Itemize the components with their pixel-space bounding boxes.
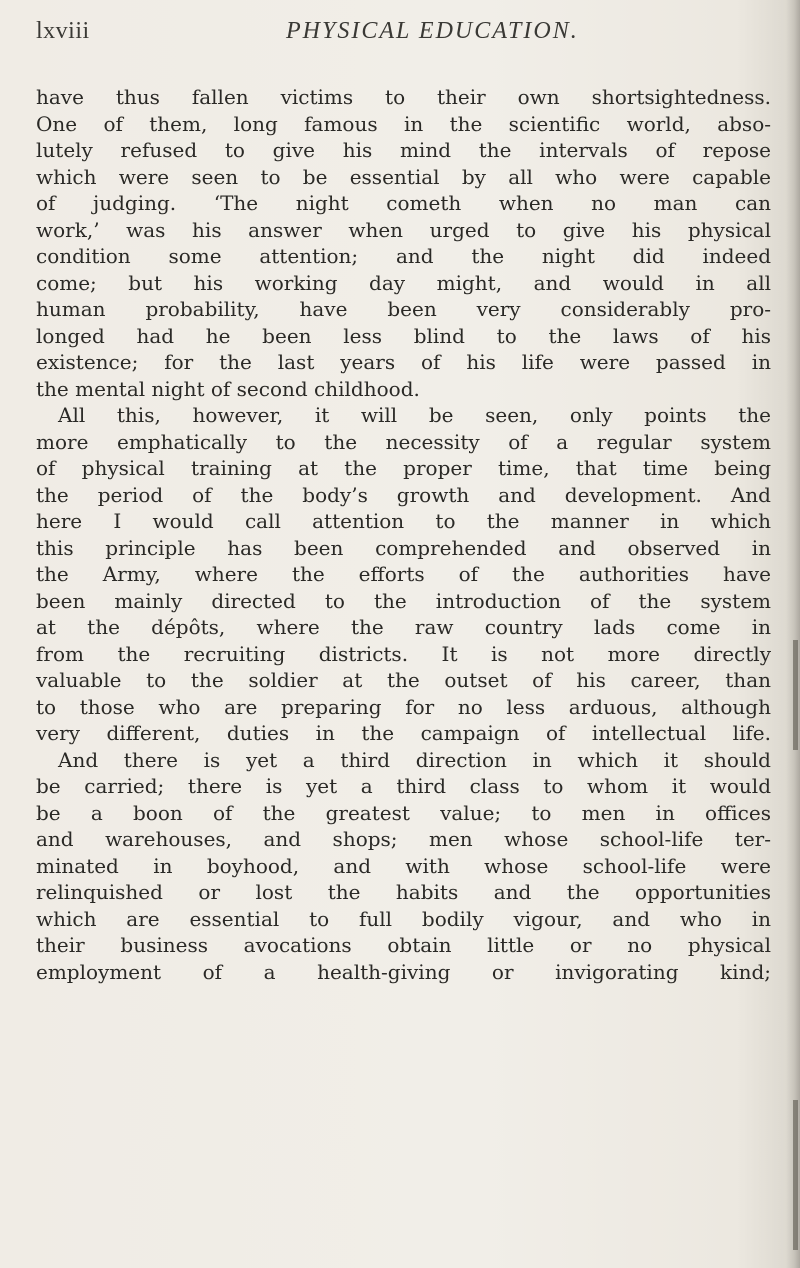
text-line: which are essential to full bodily vigour, and who in [36, 906, 771, 931]
page-header [36, 16, 736, 56]
text-line: valuable to the soldier at the outset of his career, than [36, 668, 771, 692]
text-line: have thus fallen victims to their own shortsightedness. [36, 85, 771, 109]
text-line: the Army, where the efforts of the authorities have [36, 562, 771, 586]
text-line: relinquished or lost the habits and the opportunities [36, 880, 771, 904]
text-line: employment of a health-giving or invigorating kind; [36, 959, 771, 984]
running-head: PHYSICAL EDUCATION. [286, 18, 579, 44]
text-line: longed had he been less blind to the laws of his [36, 323, 771, 348]
text-line: been mainly directed to the introduction of the system [36, 588, 771, 613]
text-line: be carried; there is yet a third class to whom it would [36, 774, 771, 798]
text-line: lutely refused to give his mind the intervals of repose [36, 138, 771, 162]
text-line: of physical training at the proper time, that time being [36, 456, 771, 480]
text-line: more emphatically to the necessity of a regular system [36, 429, 771, 454]
text-line: minated in boyhood, and with whose school-life were [36, 853, 771, 878]
body-text [36, 84, 771, 985]
text-line: work,’ was his answer when urged to give his physical [36, 217, 771, 242]
text-line: their business avocations obtain little or no physical [36, 933, 771, 957]
text-line: which were seen to be essential by all who were capable [36, 164, 771, 189]
text-line: from the recruiting districts. It is not more directly [36, 641, 771, 666]
text-line: very different, duties in the campaign of intellectual life. [36, 721, 771, 745]
text-line: of judging. ‘The night cometh when no man can [36, 191, 771, 215]
text-line: All this, however, it will be seen, only points the [58, 403, 771, 427]
text-line: and warehouses, and shops; men whose school-life ter- [36, 827, 771, 851]
text-line: to those who are preparing for no less arduous, although [36, 694, 771, 719]
text-line: this principle has been comprehended and observed in [36, 535, 771, 560]
text-line: And there is yet a third direction in which it should [58, 747, 771, 772]
text-line: at the dépôts, where the raw country lads come in [36, 615, 771, 639]
text-line: here I would call attention to the manner in which [36, 509, 771, 533]
page-edge-shadow [786, 0, 800, 1268]
text-line: the mental night of second childhood. [36, 376, 420, 401]
page-edge-mark [793, 1100, 798, 1250]
text-line: be a boon of the greatest value; to men in offices [36, 800, 771, 825]
text-line: existence; for the last years of his life were passed in [36, 350, 771, 374]
text-line: One of them, long famous in the scientific world, abso- [36, 111, 771, 136]
text-line: come; but his working day might, and would in all [36, 270, 771, 295]
text-line: the period of the body’s growth and development. And [36, 482, 771, 507]
text-line: human probability, have been very considerably pro- [36, 297, 771, 321]
text-line: condition some attention; and the night did indeed [36, 244, 771, 268]
page-number: lxviii [36, 18, 90, 44]
page-edge-mark [793, 640, 798, 750]
